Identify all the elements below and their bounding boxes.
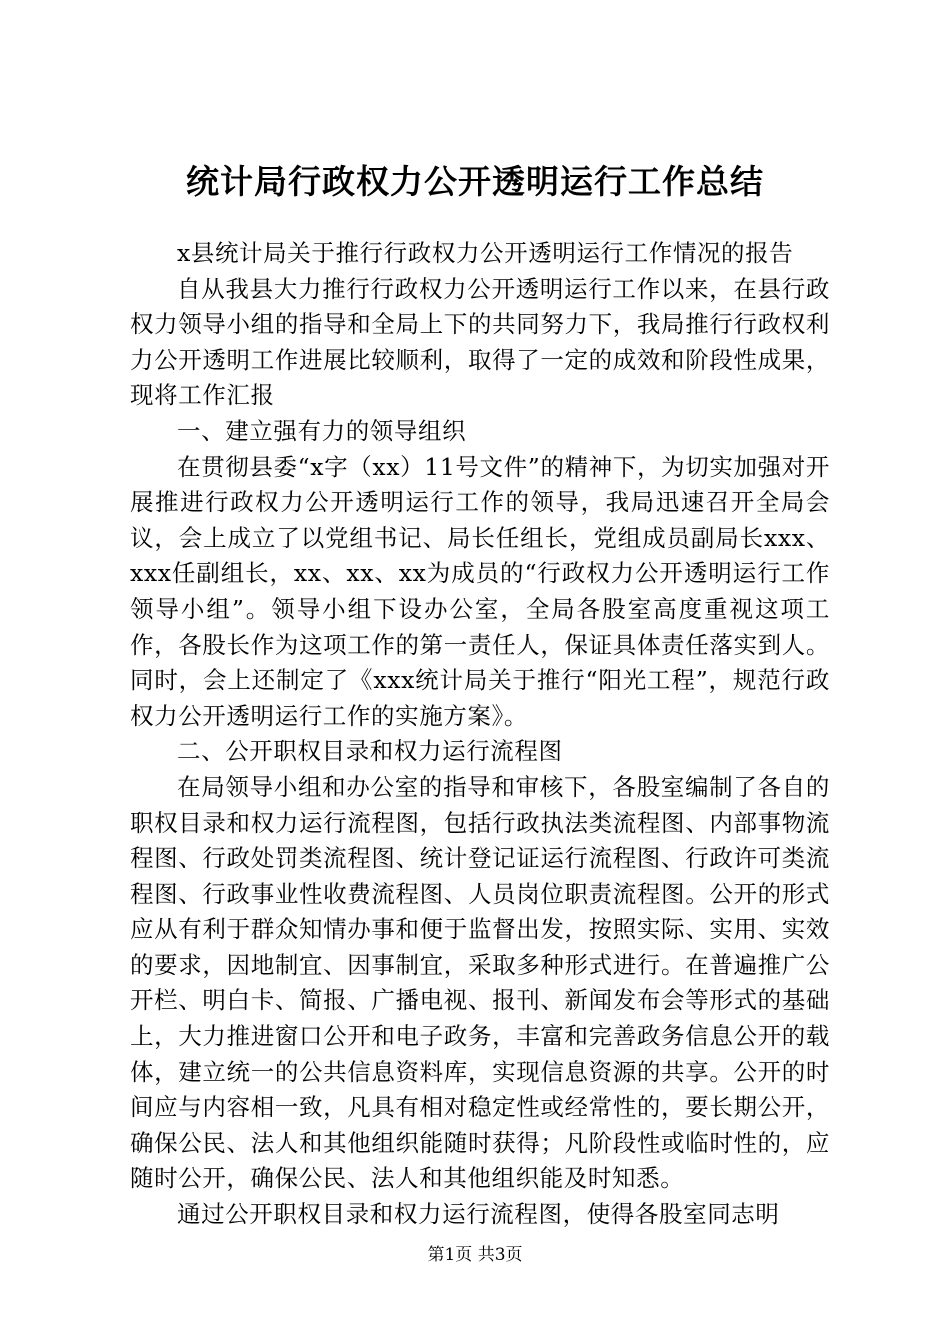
section-heading-1: 一、建立强有力的领导组织 (177, 416, 467, 445)
paragraph-section-2: 在局领导小组和办公室的指导和审核下，各股室编制了各自的职权目录和权力运行流程图，包括行政执法类流程图、内部事物流程图、行政处罚类流程图、统计登记证运行流程图、行政许可类流程图、行政事业性收费流程图、人员岗位职责流程图。公开的形式应从有利于群众知情办事和便于监督出发，按照实际、实用、实效的要求，因地制宜、因事制宜，采取多种形式进行。在普遍推广公开栏、明白卡、简报、广播电视、报刊、新闻发布会等形式的基础上，大力推进窗口公开和电子政务，丰富和完善政务信息公开的载体，建立统一的公共信息资料库，实现信息资源的共享。公开的时间应与内容相一致，凡具有相对稳定性或经常性的，要长期公开，确保公民、法人和其他组织能随时获得；凡阶段性或临时性的，应随时公开，确保公民、法人和其他组织能及时知悉。 (130, 772, 830, 1193)
page-footer: 第1页 共3页 (427, 1245, 523, 1265)
paragraph-report-heading: x县统计局关于推行行政权力公开透明运行工作情况的报告 (177, 239, 794, 267)
paragraph-continued: 通过公开职权目录和权力运行流程图，使得各股室同志明 (177, 1200, 780, 1229)
document-body (130, 236, 830, 1233)
document-title: 统计局行政权力公开透明运行工作总结 (186, 162, 764, 201)
section-heading-2: 二、公开职权目录和权力运行流程图 (177, 737, 563, 766)
paragraph-section-1: 在贯彻县委“x字（xx）11号文件”的精神下，为切实加强对开展推进行政权力公开透明运行工作的领导，我局迅速召开全局会议，会上成立了以党组书记、局长任组长，党组成员副局长xxx、xxx任副组长，xx、xx、xx为成员的“行政权力公开透明运行工作领导小组”。领导小组下设办公室，全局各股室高度重视这项工作，各股长作为这项工作的第一责任人，保证具体责任落实到人。同时，会上还制定了《xxx统计局关于推行“阳光工程”，规范行政权力公开透明运行工作的实施方案》。 (130, 452, 830, 730)
paragraph-intro: 自从我县大力推行行政权力公开透明运行工作以来，在县行政权力领导小组的指导和全局上下的共同努力下，我局推行行政权利力公开透明工作进展比较顺利，取得了一定的成效和阶段性成果，现将工作汇报 (130, 274, 830, 410)
